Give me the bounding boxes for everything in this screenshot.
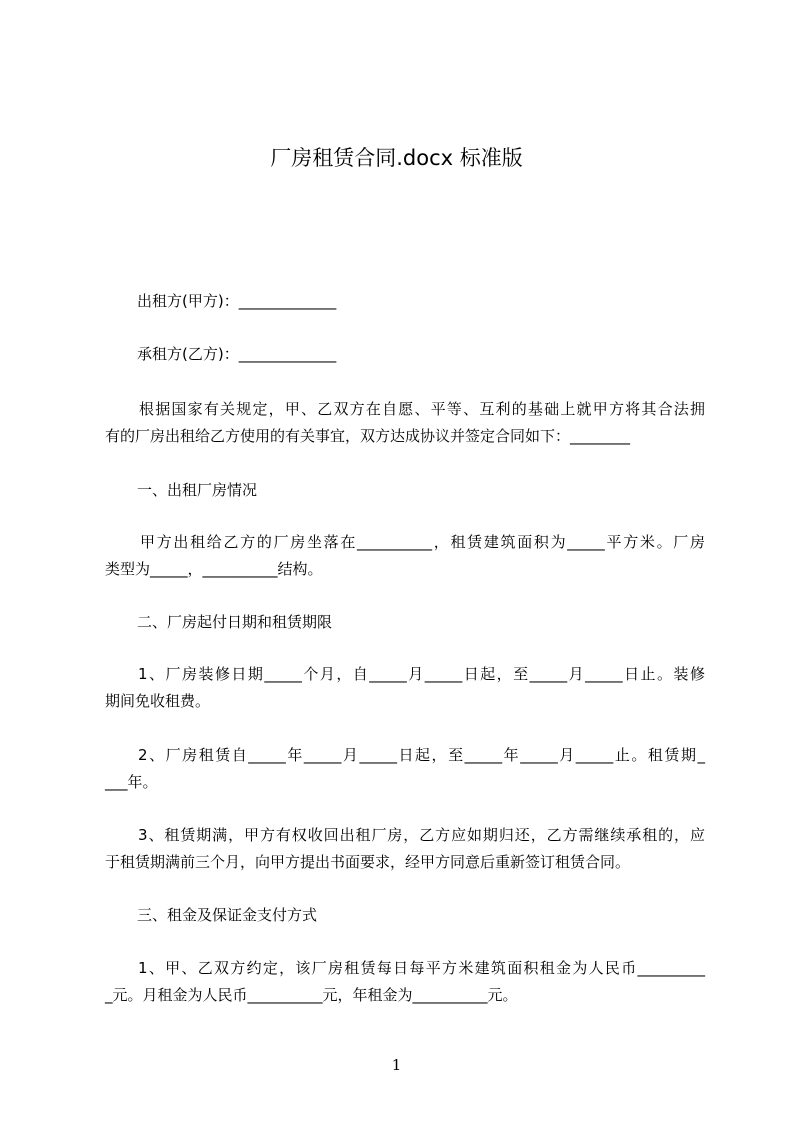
preamble-line-1: 根据国家有关规定，甲、乙双方在自愿、平等、互利的基础上就甲方将其合法拥 <box>139 400 705 418</box>
page-number: 1 <box>391 1056 402 1074</box>
lessee-line: 承租方(乙方)：_____________ <box>137 345 337 363</box>
section-2-item-2-line-1: 2、厂房租赁自_____年_____月_____日起，至_____年_____月_____止。租赁期_ <box>138 746 705 764</box>
section-3-heading: 三、租金及保证金支付方式 <box>137 906 318 924</box>
section-2-item-2-line-2: ___年。 <box>105 773 158 791</box>
section-2-heading: 二、厂房起付日期和租赁期限 <box>137 613 333 631</box>
section-2-item-3-line-2: 于租赁期满前三个月，向甲方提出书面要求，经甲方同意后重新签订租赁合同。 <box>105 853 631 871</box>
preamble-line-2: 有的厂房出租给乙方使用的有关事宜，双方达成协议并签定合同如下：________ <box>105 427 631 445</box>
section-1-body-line-1: 甲方出租给乙方的厂房坐落在__________，租赁建筑面积为_____平方米。厂房 <box>140 533 705 551</box>
document-title: 厂房租赁合同.docx 标准版 <box>270 146 523 170</box>
section-1-heading: 一、出租厂房情况 <box>137 481 258 499</box>
section-3-item-1-line-1: 1、甲、乙双方约定，该厂房租赁每日每平方米建筑面积租金为人民币_________ <box>138 959 705 977</box>
section-2-item-1-line-1: 1、厂房装修日期_____个月，自_____月_____日起，至_____月_____日止。装修 <box>138 665 705 683</box>
section-2-item-1-line-2: 期间免收租费。 <box>105 692 211 710</box>
section-2-item-3-line-1: 3、租赁期满，甲方有权收回出租厂房，乙方应如期归还，乙方需继续承租的，应 <box>138 826 705 844</box>
section-1-body-line-2: 类型为_____，__________结构。 <box>105 560 323 578</box>
section-3-item-1-line-2: _元。月租金为人民币__________元，年租金为__________元。 <box>105 986 518 1004</box>
lessor-line: 出租方(甲方)：_____________ <box>137 292 337 310</box>
